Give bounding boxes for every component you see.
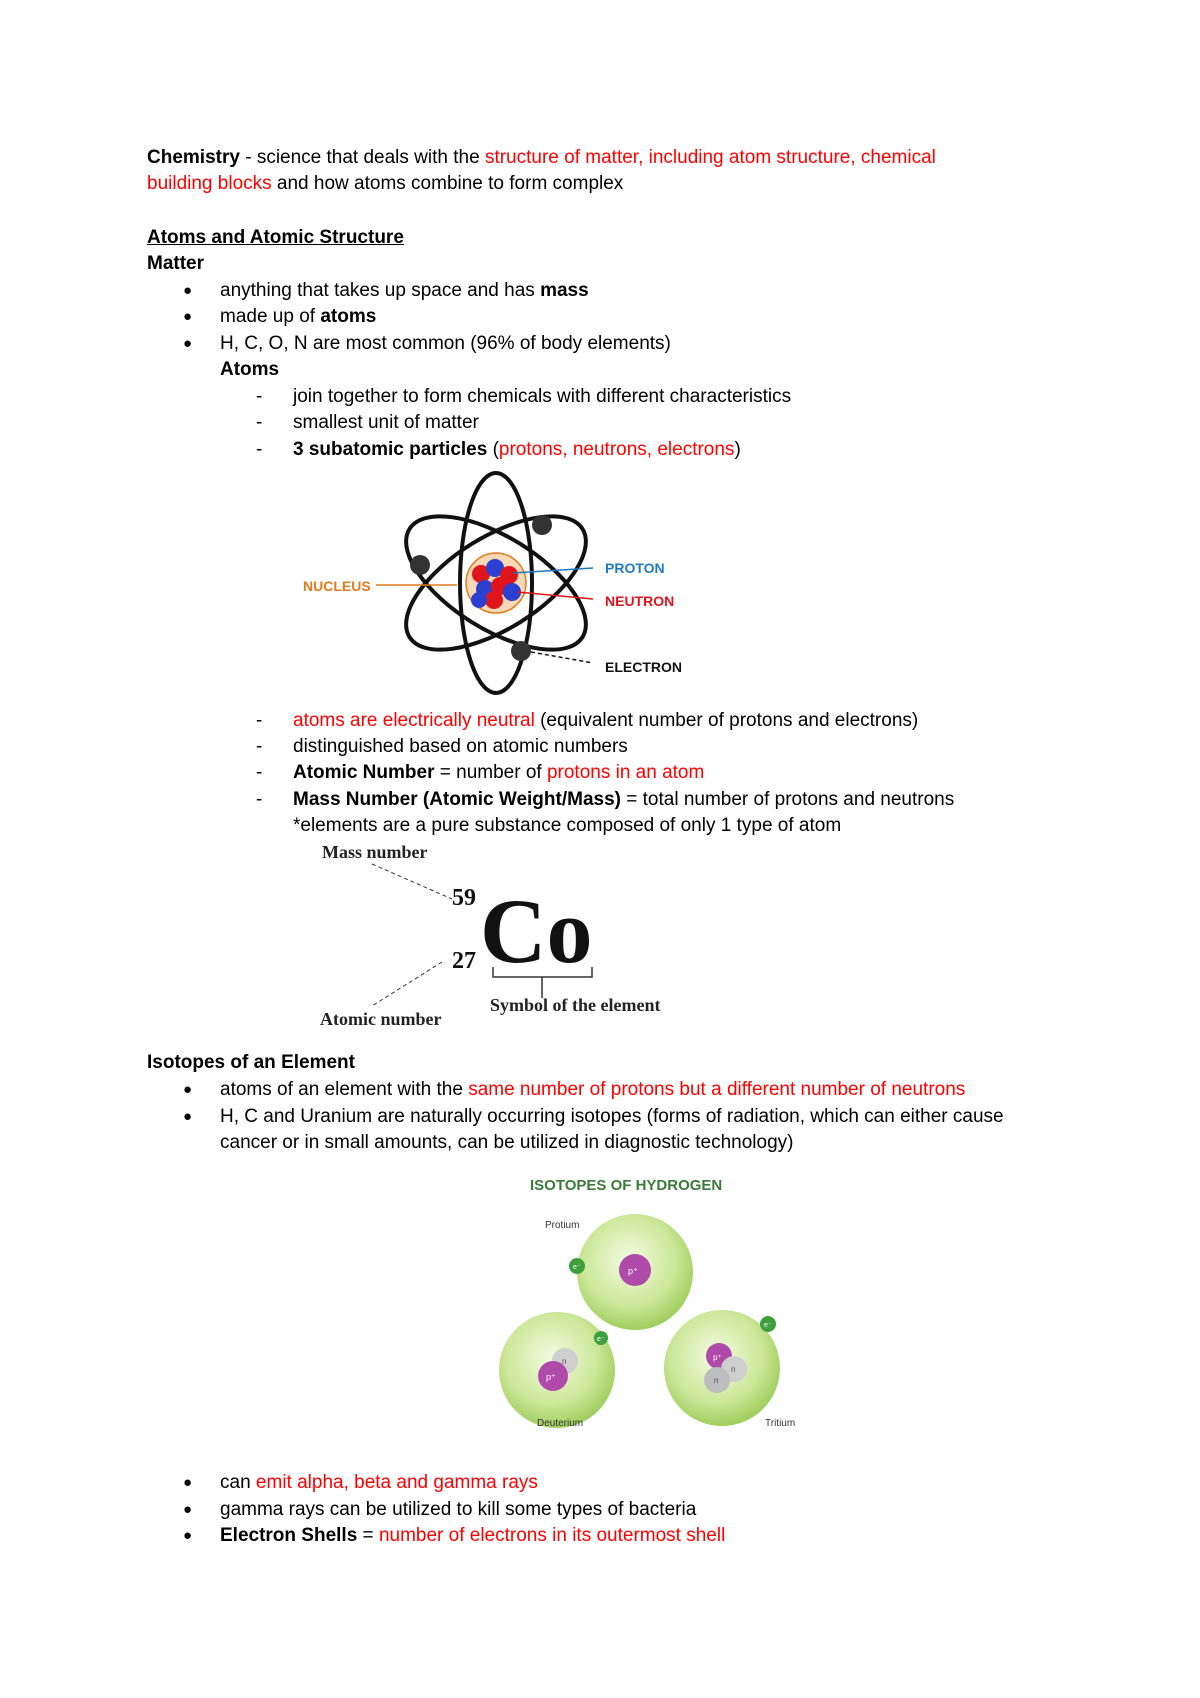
- dash-icon: -: [256, 762, 263, 783]
- electron-mark: e⁻: [764, 1322, 772, 1329]
- bullet-icon: ●: [183, 1474, 193, 1491]
- proton-mark: p⁺: [628, 1266, 638, 1276]
- tritium-atom: [664, 1310, 795, 1429]
- atomic-number-value: 27: [452, 948, 476, 974]
- section-heading-atoms: Atoms and Atomic Structure: [147, 227, 404, 248]
- bullet-icon: ●: [183, 1081, 193, 1098]
- nucleus-label: NUCLEUS: [303, 578, 371, 594]
- electron-mark: e⁻: [573, 1264, 581, 1271]
- atomic-number-label: Atomic number: [320, 1009, 442, 1029]
- dash-icon: -: [256, 789, 263, 810]
- proton-mark: p⁺: [713, 1353, 722, 1362]
- subheading-matter: Matter: [147, 253, 205, 274]
- bullet-icon: ●: [183, 1501, 193, 1518]
- proton-mark: p⁺: [546, 1372, 556, 1382]
- bullet-icon: ●: [183, 335, 193, 352]
- dash-icon: -: [256, 412, 263, 433]
- document-page: Chemistry - science that deals with the structure of matter, including atom structure, chemical building blocks and how atoms combine to form complex Atoms and Atomic Structure Matter ● anything that takes up space and has mass ● made up of atoms ● H, C, O, N are most common (96% of body elements) Atoms - join together to form chemicals with different characteristics - smallest unit of matter - 3 subatomic particles (protons, neutrons, electrons) NUCLEUS PROTON NEUTRON ELECTRON - atoms are electrically neutral (equivalent number of protons and electrons) - distinguished based on atomic numbers - Atomic Number = number of protons in an atom - Mass Number (Atomic Weight/Mass) = total number of protons and neutrons *elements are a pure substance composed of only 1 type of atom Mass number 59 27 Co Atomic number Symbol of the element Isotopes of an Element ● atoms of an element with the same number of protons but a different number of neutrons ● H, C and Uranium are naturally occurring isotopes (forms of radiation, which can either cause cancer or in small amounts, can be utilized in diagnostic technology) ISOTOPES OF HYDROGEN p⁺ e⁻ Protium n p⁺ e⁻ Deuterium p⁺ n n e⁻ Tritium ● can emit alpha, beta and gamma rays ● gamma rays can be utilized to kill some types of bacteria ● Electron Shells = number of electrons in its outermost shell: [0, 0, 1200, 1698]
- bullet-icon: ●: [183, 282, 193, 299]
- dash-icon: -: [256, 710, 263, 731]
- neutron-mark: n: [731, 1365, 736, 1374]
- neutron-label: NEUTRON: [605, 593, 675, 609]
- atomic-number-pointer: [372, 962, 442, 1006]
- protium-atom: [545, 1214, 693, 1330]
- isotopes-diagram: [475, 1170, 815, 1440]
- element-note: *elements are a pure substance composed of only 1 type of atom: [293, 815, 842, 836]
- electron-label: ELECTRON: [605, 659, 682, 675]
- mass-number-pointer: [372, 864, 452, 899]
- section-heading-isotopes: Isotopes of an Element: [147, 1052, 355, 1073]
- dash-icon: -: [256, 736, 263, 757]
- neutron-mark: n: [714, 1376, 719, 1385]
- electron-dot: [532, 515, 552, 535]
- deuterium-label: Deuterium: [537, 1418, 584, 1429]
- bullet-icon: ●: [183, 308, 193, 325]
- electron-dot: [511, 641, 531, 661]
- deuterium-atom: [499, 1312, 615, 1429]
- electron-mark: e⁻: [597, 1336, 605, 1343]
- element-symbol: Co: [480, 880, 593, 982]
- bullet-icon: ●: [183, 1108, 193, 1125]
- isotopes-title: ISOTOPES OF HYDROGEN: [530, 1177, 723, 1194]
- bullet-icon: ●: [183, 1527, 193, 1544]
- intro-line-1: Chemistry - science that deals with the structure of matter, including atom structure, chemical: [147, 147, 936, 168]
- term-chemistry: Chemistry: [147, 147, 240, 168]
- electron-pointer: [531, 652, 593, 663]
- dash-icon: -: [256, 386, 263, 407]
- symbol-label: Symbol of the element: [490, 995, 661, 1015]
- mass-number-value: 59: [452, 885, 476, 911]
- electron-dot: [410, 555, 430, 575]
- atom-diagram: [295, 468, 715, 698]
- proton-label: PROTON: [605, 560, 665, 576]
- list-item-continuation: cancer or in small amounts, can be utilized in diagnostic technology): [220, 1132, 794, 1153]
- cobalt-notation-diagram: [310, 840, 710, 1036]
- mass-number-label: Mass number: [322, 842, 428, 862]
- nucleus-particles: [466, 553, 526, 613]
- tritium-label: Tritium: [765, 1418, 796, 1429]
- neutron-mark: n: [562, 1357, 567, 1366]
- dash-icon: -: [256, 439, 263, 460]
- subheading-atoms: Atoms: [220, 359, 280, 380]
- intro-line-2: building blocks and how atoms combine to form complex: [147, 173, 624, 194]
- protium-label: Protium: [545, 1220, 580, 1231]
